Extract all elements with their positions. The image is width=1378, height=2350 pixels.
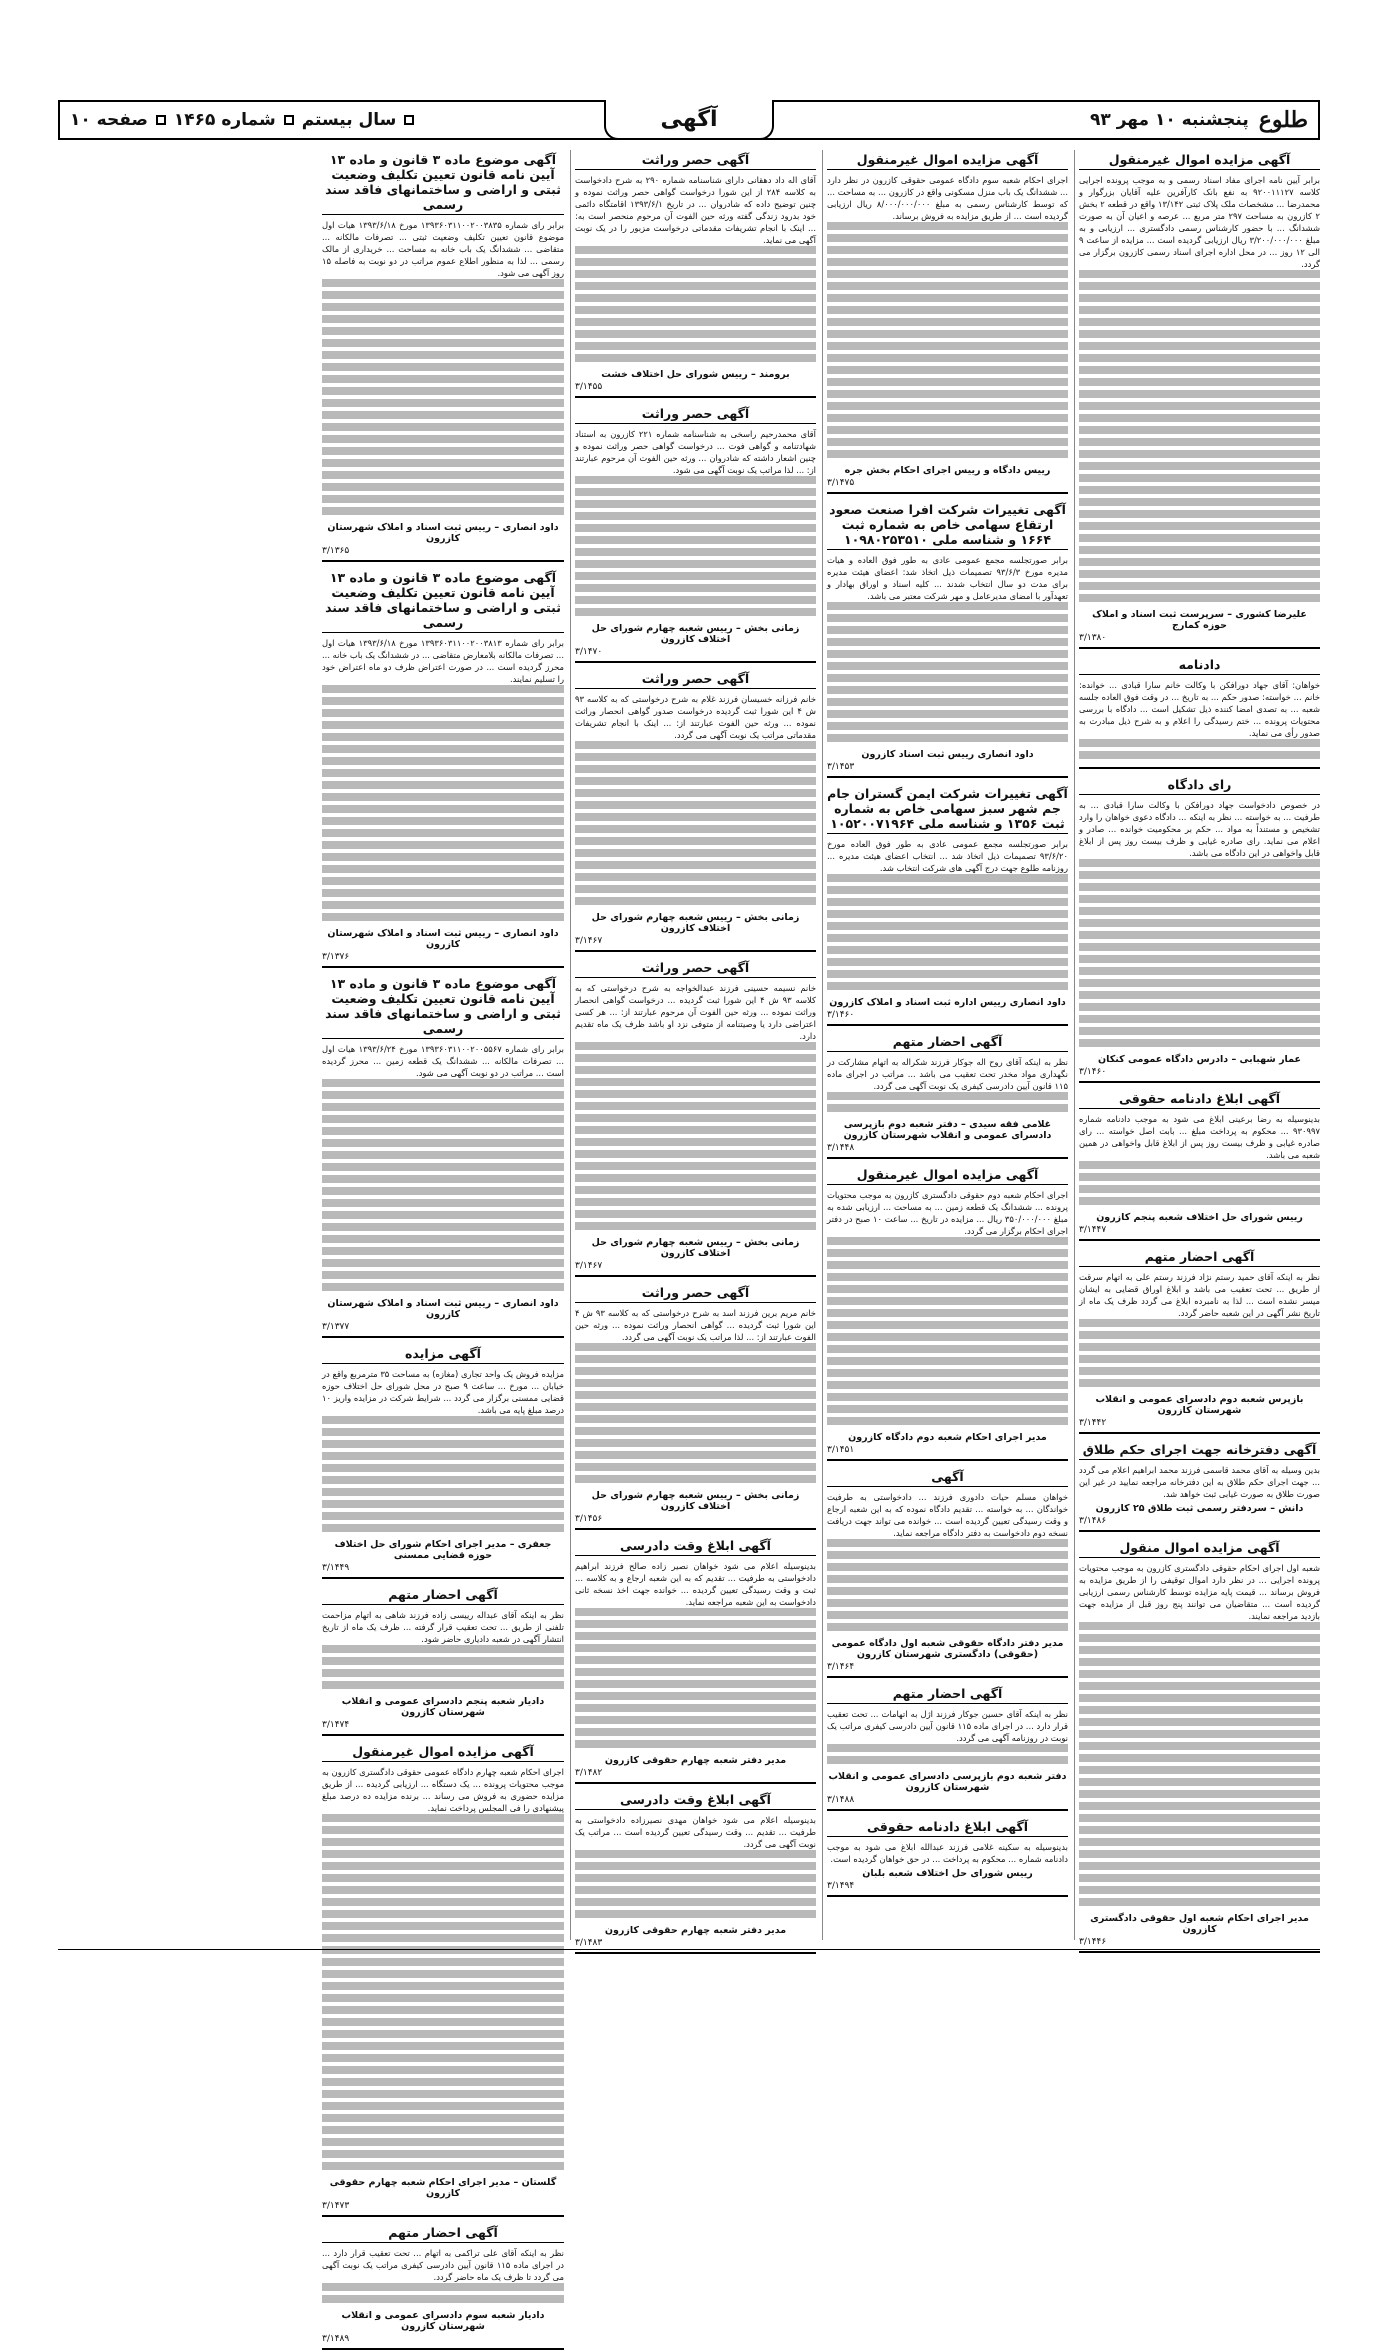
- ad-title: آگهی دفترخانه جهت اجرای حکم طلاق: [1079, 1442, 1320, 1460]
- ad-title: آگهی مزایده اموال غیرمنقول: [827, 152, 1068, 170]
- ad-title: آگهی حصر وراثت: [575, 671, 816, 689]
- ad-title: آگهی تغییرات شرکت ایمن گستران جام جم شهر سبز سهامی خاص به شماره ثبت ۱۳۵۶ و شناسه ملی ۱۰۵۲۰۰۷۱۹۶۴: [827, 786, 1068, 834]
- masthead: [58, 100, 1320, 140]
- classified-ad: [575, 671, 816, 952]
- ad-signature: بازپرس شعبه دوم دادسرای عمومی و انقلاب شهرستان کازرون: [1095, 1394, 1304, 1416]
- ad-body: در خصوص دادخواست جهاد دورافکن با وکالت سارا قبادی ... به طرفیت ... به خواسته ... نظر به اینکه ... دادگاه دعوی خواهان را وارد تشخیص و مستنداً به مواد ... حکم بر محکومیت خوانده ... صادر و اعلام می نماید. رای صادره غیابی و ظرف بیست روز پس از ابلاغ قابل واخواهی در این دادگاه می باشد.: [1079, 800, 1320, 858]
- classified-ad: [322, 1744, 564, 2217]
- ad-signature: داود انصاری – رییس ثبت اسناد و املاک شهرستان کازرون: [327, 928, 559, 950]
- ad-text-lines: [575, 246, 816, 366]
- ad-reference-code: ۳/۱۴۷۰: [575, 647, 603, 657]
- ad-text-lines: [1079, 270, 1320, 606]
- ad-text-lines: [827, 602, 1068, 746]
- ad-title: رای دادگاه: [1079, 777, 1320, 795]
- classified-ad: [322, 570, 564, 968]
- classified-ad: [575, 1285, 816, 1530]
- ad-reference-code: ۳/۱۴۵۱: [827, 1445, 855, 1455]
- ad-title: آگهی حصر وراثت: [575, 960, 816, 978]
- ad-title: آگهی ابلاغ وقت دادرسی: [575, 1792, 816, 1810]
- ad-text-lines: [575, 1850, 816, 1922]
- year-label: سال بیستم: [301, 110, 397, 130]
- ad-title: آگهی ابلاغ دادنامه حقوقی: [827, 1819, 1068, 1837]
- ad-body: نظر به اینکه آقای حمید رستم نژاد فرزند رستم علی به اتهام سرقت از طریق ... تحت تعقیب می باشد و ابلاغ اوراق قضایی به ایشان میسر نشده است ... لذا به نامبرده ابلاغ می گردد ظرف یک ماه از تاریخ نشر آگهی در این شعبه حاضر گردد.: [1079, 1272, 1320, 1318]
- section-title: آگهی: [604, 100, 774, 140]
- ad-body: نظر به اینکه آقای علی تراکمی به اتهام ... تحت تعقیب قرار دارد ... در اجرای ماده ۱۱۵ قانون آیین دادرسی کیفری مراتب یک نوبت آگهی می گردد تا ظرف یک ماه حاضر گردد.: [322, 2248, 564, 2282]
- ad-signature: دادیار شعبه سوم دادسرای عمومی و انقلاب شهرستان کازرون: [341, 2310, 545, 2332]
- ad-title: آگهی تغییرات شرکت افرا صنعت صعود ارتقاع سهامی خاص به شماره ثبت ۱۶۶۴ و شناسه ملی ۱۰۹۸۰۲۵۳۵۱۰: [827, 502, 1068, 550]
- ad-body: بدینوسیله به رضا برعینی ابلاغ می شود به موجب دادنامه شماره ۹۳۰۹۹۷ ... محکوم به پرداخت مبلغ ... بابت اصل خواسته ... رای صادره غیابی و ظرف بیست روز پس از ابلاغ قابل واخواهی در همین شعبه می باشد.: [1079, 1114, 1320, 1160]
- ad-title: آگهی: [827, 1469, 1068, 1487]
- ad-reference-code: ۳/۱۳۶۵: [322, 546, 350, 556]
- ad-text-lines: [575, 1608, 816, 1752]
- ad-text-lines: [322, 1416, 564, 1536]
- ad-body: برابر صورتجلسه مجمع عمومی عادی به طور فوق العاده و هیات مدیره مورخ ۹۳/۶/۳ تصمیمات ذیل اتخاذ شد: اعضای هیئت مدیره برای مدت دو سال انتخاب شدند ... کلیه اسناد و اوراق بهادار و تعهدآور با امضای مدیرعامل و مهر شرکت معتبر می باشد.: [827, 555, 1068, 601]
- ad-text-lines: [827, 1237, 1068, 1429]
- ad-reference-code: ۳/۱۴۵۵: [575, 382, 603, 392]
- ad-signature: جعفری – مدیر اجرای احکام شورای حل اختلاف حوزه قضایی ممسنی: [334, 1539, 552, 1561]
- classified-ad: [1079, 1442, 1320, 1532]
- ad-reference-code: ۳/۱۴۴۷: [1079, 1225, 1107, 1235]
- ad-reference-code: ۳/۱۴۹۴: [827, 1881, 855, 1891]
- ad-body: خانم فرزانه خسیسان فرزند غلام به شرح درخواستی که به کلاسه ۹۳ ش ۴ این شورا ثبت گردیده درخواست صدور گواهی انحصار وراثت نموده ... ورثه حین الفوت عبارتند از: ... اینک با انجام تشریفات مقدماتی مراتب یک نوبت آگهی می گردد.: [575, 694, 816, 740]
- ad-column: [318, 150, 564, 2344]
- classified-ad: [827, 1034, 1068, 1159]
- ad-body: اجرای احکام شعبه سوم دادگاه عمومی حقوقی کازرون در نظر دارد ... ششدانگ یک باب منزل مسکونی واقع در کازرون ... به مساحت ... که توسط کارشناس رسمی به مبلغ ۸/۰۰۰/۰۰۰/۰۰۰ ریال ارزیابی گردیده است ... از طریق مزایده به فروش برساند.: [827, 175, 1068, 221]
- ad-signature: مدیر دفتر دادگاه حقوقی شعبه اول دادگاه عمومی (حقوقی) دادگستری شهرستان کازرون: [831, 1638, 1064, 1660]
- ad-title: آگهی حصر وراثت: [575, 1285, 816, 1303]
- ad-body: برابر رای شماره ۱۳۹۳۶۰۳۱۱۰۰۲۰۰۵۵۶۷ مورخ ۱۳۹۳/۶/۲۴ هیات اول ... تصرفات مالکانه ... ششدانگ یک قطعه زمین ... محرز گردیده است ... مراتب در دو نوبت آگهی می شود.: [322, 1044, 564, 1078]
- ad-signature: داود انصاری رییس ثبت اسناد کازرون: [861, 749, 1034, 760]
- ad-signature: دادیار شعبه پنجم دادسرای عمومی و انقلاب شهرستان کازرون: [341, 1696, 545, 1718]
- ad-signature: زمانی بخش – رییس شعبه چهارم شورای حل اختلاف کازرون: [591, 912, 800, 934]
- ad-text-lines: [1079, 739, 1320, 763]
- ad-reference-code: ۳/۱۴۶۴: [827, 1662, 855, 1672]
- ad-text-lines: [575, 741, 816, 909]
- classified-ad: [827, 1167, 1068, 1461]
- ad-signature: مدیر اجرای احکام شعبه اول حقوقی دادگستری کازرون: [1090, 1913, 1309, 1935]
- ad-title: آگهی مزایده اموال غیرمنقول: [1079, 152, 1320, 170]
- classified-ad: [322, 2225, 564, 2350]
- ad-reference-code: ۳/۱۴۸۶: [1079, 1516, 1107, 1526]
- classified-ad: [322, 1587, 564, 1736]
- ad-signature: زمانی بخش – رییس شعبه چهارم شورای حل اختلاف کازرون: [591, 623, 800, 645]
- ad-signature: عمار شهبابی – دادرس دادگاه عمومی کنکان: [1098, 1054, 1301, 1065]
- ad-text-lines: [827, 1744, 1068, 1768]
- ad-text-lines: [827, 1092, 1068, 1116]
- newspaper-logo: طلوع: [1258, 107, 1308, 133]
- ad-body: آقای اله داد دهقانی دارای شناسنامه شماره ۲۹۰ به شرح دادخواست به کلاسه ۲۸۴ از این شورا درخواست گواهی حصر وراثت نموده و چنین توضیح داده که شادروان ... در تاریخ ۱۳۹۳/۶/۱ اقامتگاه دائمی خود بدرود زندگی گفته ورثه حین الفوت آن مرحوم منحصر است به: ... اینک با انجام تشریفات مقدماتی درخواست مزبور را در یک نوبت آگهی می نماید.: [575, 175, 817, 245]
- ad-title: آگهی حصر وراثت: [575, 406, 816, 424]
- ad-title: آگهی احضار متهم: [827, 1686, 1068, 1704]
- ad-body: بدین وسیله به آقای محمد قاسمی فرزند محمد ابراهیم اعلام می گردد ... جهت اجرای حکم طلاق به این دفترخانه مراجعه نمایید در غیر این صورت طلاق به صورت غیابی ثبت خواهد شد.: [1079, 1465, 1320, 1499]
- classified-ad: [827, 1819, 1068, 1897]
- ad-reference-code: ۳/۱۴۴۹: [322, 1563, 350, 1573]
- ad-reference-code: ۳/۱۴۵۶: [575, 1514, 603, 1524]
- classified-ad: [1079, 657, 1320, 769]
- ad-body: بدینوسیله به سکینه غلامی فرزند عبدالله ابلاغ می شود به موجب دادنامه شماره ... محکوم به پرداخت ... در حق خواهان گردیده است.: [827, 1842, 1068, 1864]
- ad-body: برابر رای شماره ۱۳۹۳۶۰۳۱۱۰۰۲۰۰۳۸۱۳ مورخ ۱۳۹۳/۶/۱۸ هیات اول ... تصرفات مالکانه بلامعارض متقاضی ... در ششدانگ یک باب خانه ... محرز گردیده است ... در صورت اعتراض ظرف دو ماه اعتراض خود را تسلیم نمایند.: [322, 638, 564, 684]
- ad-body: برابر رای شماره ۱۳۹۳۶۰۳۱۱۰۰۲۰۰۳۸۳۵ مورخ ۱۳۹۳/۶/۱۸ هیات اول موضوع قانون تعیین تکلیف وضعیت ثبتی ... تصرفات مالکانه ... متقاضی ... ششدانگ یک باب خانه به مساحت ... خریداری از مالک رسمی ... لذا به منظور اطلاع عموم مراتب در دو نوبت به فاصله ۱۵ روز آگهی می شود.: [322, 220, 564, 278]
- ad-columns: [58, 150, 1321, 2344]
- square-bullet-icon: [404, 115, 414, 125]
- ad-text-lines: [322, 1645, 564, 1693]
- ad-body: خانم مریم برین فرزند اسد به شرح درخواستی که به کلاسه ۹۳ ش ۴ این شورا ثبت گردیده ... گواهی انحصار وراثت نموده ... ورثه حین الفوت عبارتند از: ... لذا مراتب یک نوبت آگهی می گردد.: [575, 1308, 816, 1342]
- ad-text-lines: [827, 874, 1068, 994]
- ad-title: آگهی ابلاغ دادنامه حقوقی: [1079, 1091, 1320, 1109]
- ad-text-lines: [1079, 1319, 1320, 1391]
- classified-ad: [322, 1346, 564, 1579]
- ad-title: آگهی مزایده اموال غیرمنقول: [827, 1167, 1068, 1185]
- ad-body: شعبه اول اجرای احکام حقوقی دادگستری کازرون به موجب محتویات پرونده اجرایی ... در نظر دارد اموال توقیفی را از طریق مزایده به فروش برساند ... قیمت پایه مزایده توسط کارشناس رسمی ارزیابی گردیده است ... متقاضیان می توانند پنج روز قبل از مزایده جهت بازدید مراجعه نمایند.: [1079, 1563, 1320, 1621]
- classified-ad: [827, 786, 1068, 1026]
- ad-body: برابر صورتجلسه مجمع عمومی عادی به طور فوق العاده مورخ ۹۳/۶/۲۰ تصمیمات ذیل اتخاذ شد ... انتخاب اعضای هیئت مدیره ... روزنامه طلوع جهت درج آگهی های شرکت انتخاب شد.: [827, 839, 1068, 873]
- ad-text-lines: [575, 1042, 816, 1234]
- ad-title: آگهی موضوع ماده ۳ قانون و ماده ۱۳ آیین نامه قانون تعیین تکلیف وضعیت ثبتی و اراضی و ساختمانهای فاقد سند رسمی: [322, 976, 564, 1039]
- classified-ad: [827, 152, 1068, 494]
- ad-body: خواهان: آقای جهاد دورافکن با وکالت خانم سارا قبادی ... خوانده: خانم ... خواسته: صدور حکم ... به تاریخ ... در وقت فوق العاده جلسه شعبه ... به تصدی امضا کننده ذیل تشکیل است ... دادگاه با بررسی محتویات پرونده ... ختم رسیدگی را اعلام و به شرح ذیل مبادرت به صدور رأی می نماید.: [1079, 680, 1320, 738]
- ad-body: برابر آیین نامه اجرای مفاد اسناد رسمی و به موجب پرونده اجرایی کلاسه ۹۲۰۰۱۱۱۲۷ به نفع بانک کارآفرین علیه آقایان بزرگوار و محمدرضا ... مشخصات ملک پلاک ثبتی ۱۳/۱۴۲ واقع در قطعه ۲ بخش ۲ کازرون به مساحت ۲۹۷ متر مربع ... عرصه و اعیان آن به صورت ششدانگ ... با حضور کارشناس رسمی دادگستری ... ارزیابی و به مبلغ ۳/۲۰۰/۰۰۰/۰۰۰ ریال ارزیابی گردیده است ... مزایده از ساعت ۹ الی ۱۲ روز ... در محل اداره اجرای اسناد رسمی کازرون برگزار می گردد.: [1079, 175, 1321, 269]
- ad-body: نظر به اینکه آقای روح اله جوکار فرزند شکراله به اتهام مشارکت در نگهداری مواد مخدر تحت تعقیب می باشد ... مراتب در اجرای ماده ۱۱۵ قانون آیین دادرسی کیفری یک نوبت آگهی می گردد.: [827, 1057, 1068, 1091]
- ad-signature: داود انصاری – رییس ثبت اسناد و املاک شهرستان کازرون: [327, 1298, 559, 1320]
- classified-ad: [575, 406, 816, 663]
- ad-reference-code: ۳/۱۳۷۷: [322, 1322, 350, 1332]
- ad-title: آگهی احضار متهم: [322, 2225, 564, 2243]
- ad-text-lines: [827, 222, 1068, 462]
- ad-signature: مدیر دفتر شعبه چهارم حقوقی کازرون: [604, 1925, 787, 1936]
- ad-signature: رییس شورای حل اختلاف شعبه پنجم کازرون: [1096, 1212, 1303, 1223]
- ad-title: آگهی ابلاغ وقت دادرسی: [575, 1538, 816, 1556]
- classified-ad: [1079, 777, 1320, 1083]
- ad-signature: برومند – رییس شورای حل اختلاف خشت: [601, 369, 790, 380]
- masthead-right: [1090, 107, 1308, 133]
- ad-body: خواهان مسلم حیات دادوری فرزند ... دادخواستی به طرفیت خواندگان ... به خواسته ... تقدیم دادگاه نموده که به این شعبه ارجاع و وقت رسیدگی تعیین گردیده است ... خوانده می تواند جهت دریافت نسخه دوم دادخواست به دفتر دادگاه مراجعه نماید.: [827, 1492, 1068, 1538]
- ad-title: آگهی مزایده اموال غیرمنقول: [322, 1744, 564, 1762]
- square-bullet-icon: [284, 115, 294, 125]
- ad-title: آگهی حصر وراثت: [575, 152, 816, 170]
- ad-signature: زمانی بخش – رییس شعبه چهارم شورای حل اختلاف کازرون: [591, 1490, 800, 1512]
- ad-signature: داود انصاری – رییس ثبت اسناد و املاک شهرستان کازرون: [327, 522, 559, 544]
- ad-body: خانم نسیمه حسینی فرزند عبدالخواجه به شرح درخواستی که به کلاسه ۹۳ ش ۴ این شورا ثبت گردیده ... درخواست گواهی انحصار وراثت نموده ... ورثه حین الفوت آن مرحوم عبارتند از: ... هر کسی اعتراضی دارد یا وصیتنامه از متوفی نزد او باشد ظرف یک ماه تقدیم دارد.: [575, 983, 816, 1041]
- ad-signature: مدیر دفتر شعبه چهارم حقوقی کازرون: [604, 1755, 787, 1766]
- ad-reference-code: ۳/۱۴۶۰: [827, 1010, 855, 1020]
- ad-reference-code: ۳/۱۳۸۰: [1079, 633, 1107, 643]
- ad-title: آگهی مزایده اموال منقول: [1079, 1540, 1320, 1558]
- ad-body: اجرای احکام شعبه دوم حقوقی دادگستری کازرون به موجب محتویات پرونده ... ششدانگ یک قطعه زمین ... به مساحت ... ارزیابی شده به مبلغ ۳۵۰/۰۰۰/۰۰۰ ریال ... مزایده در تاریخ ... ساعت ۱۰ صبح در دفتر اجرای احکام برگزار می گردد.: [827, 1190, 1069, 1236]
- ad-signature: دفتر شعبه دوم بازپرسی دادسرای عمومی و انقلاب شهرستان کازرون: [828, 1771, 1067, 1793]
- ad-body: مزایده فروش یک واحد تجاری (مغازه) به مساحت ۳۵ مترمربع واقع در خیابان ... مورخ ... ساعت ۹ صبح در محل شورای حل اختلاف حوزه قضایی ممسنی برگزار می گردد ... شرایط شرکت در مزایده واریز ۱۰ درصد مبلغ پایه می باشد.: [322, 1369, 564, 1415]
- ad-reference-code: ۳/۱۴۶۷: [575, 1261, 603, 1271]
- ad-reference-code: ۳/۱۳۷۶: [322, 952, 350, 962]
- ad-title: آگهی موضوع ماده ۳ قانون و ماده ۱۳ آیین نامه قانون تعیین تکلیف وضعیت ثبتی و اراضی و ساختمانهای فاقد سند رسمی: [322, 570, 564, 633]
- ad-text-lines: [322, 685, 564, 925]
- ad-title: آگهی موضوع ماده ۳ قانون و ماده ۱۳ آیین نامه قانون تعیین تکلیف وضعیت ثبتی و اراضی و ساختمانهای فاقد سند رسمی: [322, 152, 564, 215]
- ad-reference-code: ۳/۱۴۸۸: [827, 1795, 855, 1805]
- ad-reference-code: ۳/۱۴۴۲: [1079, 1418, 1107, 1428]
- ad-signature: علیرضا کشوری – سرپرست ثبت اسناد و املاک حوزه کمارج: [1092, 609, 1307, 631]
- ad-title: آگهی مزایده: [322, 1346, 564, 1364]
- ad-body: بدینوسیله اعلام می شود خواهان مهدی نصیرزاده دادخواستی به طرفیت ... تقدیم ... وقت رسیدگی تعیین گردیده است ... مراتب یک نوبت آگهی می گردد.: [575, 1815, 816, 1849]
- ad-signature: مدیر اجرای احکام شعبه دوم دادگاه کازرون: [848, 1432, 1047, 1443]
- ad-text-lines: [322, 1814, 564, 2174]
- classified-ad: [322, 976, 564, 1338]
- ad-text-lines: [1079, 859, 1320, 1051]
- classified-ad: [575, 1538, 816, 1784]
- classified-ad: [1079, 1249, 1320, 1434]
- ad-body: نظر به اینکه آقای عبداله رییسی زاده فرزند شاهی به اتهام مزاحمت تلفنی از طریق ... تحت تعقیب قرار گرفته ... ظرف یک ماه از تاریخ انتشار آگهی در شعبه دادیاری حاضر شود.: [322, 1610, 564, 1644]
- ad-body: آقای محمدرحیم راسخی به شناسنامه شماره ۲۲۱ کازرون به استناد شهادتنامه و گواهی فوت ... درخواست گواهی حصر وراثت نموده و چنین اشعار داشته که شادروان ... ورثه حین الفوت آن مرحوم عبارتند از: ... لذا مراتب یک نوبت آگهی می شود.: [575, 429, 816, 475]
- ad-reference-code: ۳/۱۴۴۸: [827, 1143, 855, 1153]
- classified-ad: [575, 152, 816, 398]
- ad-reference-code: ۳/۱۴۸۲: [575, 1768, 603, 1778]
- ad-reference-code: ۳/۱۴۷۴: [322, 1720, 350, 1730]
- masthead-left: [70, 110, 414, 130]
- ad-reference-code: ۳/۱۴۷۳: [322, 2201, 350, 2211]
- ad-signature: زمانی بخش – رییس شعبه چهارم شورای حل اختلاف کازرون: [591, 1237, 800, 1259]
- ad-text-lines: [322, 1079, 564, 1295]
- ad-reference-code: ۳/۱۴۴۶: [1079, 1937, 1107, 1947]
- ad-title: آگهی احضار متهم: [322, 1587, 564, 1605]
- ad-reference-code: ۳/۱۴۸۹: [322, 2334, 350, 2344]
- footer-rule: [58, 1949, 1320, 1950]
- ad-signature: گلستان – مدیر اجرای احکام شعبه چهارم حقوقی کازرون: [329, 2177, 557, 2199]
- ad-column: [1074, 150, 1321, 1947]
- classified-ad: [827, 1686, 1068, 1811]
- ad-signature: غلامی فقه سیدی – دفتر شعبه دوم بازپرسی دادسرای عمومی و انقلاب شهرستان کازرون: [843, 1119, 1052, 1141]
- ad-signature: دانش – سردفتر رسمی ثبت طلاق ۲۵ کازرون: [1095, 1503, 1304, 1514]
- ad-text-lines: [575, 476, 816, 620]
- ad-text-lines: [827, 1539, 1068, 1635]
- ad-column: [822, 150, 1068, 1940]
- ad-reference-code: ۳/۱۴۶۰: [1079, 1067, 1107, 1077]
- ad-title: دادنامه: [1079, 657, 1320, 675]
- classified-ad: [1079, 1540, 1320, 1953]
- ad-text-lines: [1079, 1622, 1320, 1910]
- ad-title: آگهی احضار متهم: [827, 1034, 1068, 1052]
- page-number: صفحه ۱۰: [70, 110, 148, 130]
- ad-text-lines: [322, 279, 564, 519]
- ad-body: نظر به اینکه آقای حسین جوکار فرزند اژل به اتهامات ... تحت تعقیب قرار دارد ... در اجرای ماده ۱۱۵ قانون آیین دادرسی کیفری مراتب یک نوبت در روزنامه آگهی می گردد.: [827, 1709, 1068, 1743]
- ad-text-lines: [322, 2283, 564, 2307]
- ad-title: آگهی احضار متهم: [1079, 1249, 1320, 1267]
- ad-body: اجرای احکام شعبه چهارم دادگاه عمومی حقوقی دادگستری کازرون به موجب محتویات پرونده ... یک دستگاه ... ارزیابی گردیده ... از طریق مزایده حضوری به فروش می رساند ... برنده مزایده ده درصد مبلغ پیشنهادی را فی المجلس پرداخت نماید.: [322, 1767, 564, 1813]
- ad-reference-code: ۳/۱۴۵۳: [827, 762, 855, 772]
- classified-ad: [1079, 152, 1320, 649]
- classified-ad: [575, 960, 816, 1277]
- ad-signature: رییس دادگاه و رییس اجرای احکام بخش جره: [844, 465, 1051, 476]
- square-bullet-icon: [156, 115, 166, 125]
- ad-signature: رییس شورای حل اختلاف شعبه بلبان: [862, 1868, 1033, 1879]
- classified-ad: [827, 502, 1068, 778]
- ad-text-lines: [575, 1343, 816, 1487]
- ad-signature: داود انصاری رییس اداره ثبت اسناد و املاک کازرون: [829, 997, 1066, 1008]
- classified-ad: [575, 1792, 816, 1954]
- ad-text-lines: [1079, 1161, 1320, 1209]
- classified-ad: [827, 1469, 1068, 1678]
- ad-body: بدینوسیله اعلام می شود خواهان نصیر زاده صالح فرزند ابراهیم دادخواستی به طرفیت ... تقدیم که به این شعبه ارجاع و به کلاسه ... ثبت و وقت رسیدگی تعیین گردیده ... خوانده جهت اخذ نسخه ثانی دادخواست به این شعبه مراجعه نماید.: [575, 1561, 816, 1607]
- ad-column: [570, 150, 817, 1948]
- ad-reference-code: ۳/۱۴۷۵: [827, 478, 855, 488]
- issue-date: پنجشنبه ۱۰ مهر ۹۳: [1090, 110, 1249, 130]
- classified-ad: [322, 152, 564, 562]
- ad-reference-code: ۳/۱۴۸۳: [575, 1938, 603, 1948]
- issue-number: شماره ۱۴۶۵: [173, 110, 276, 130]
- classified-ad: [1079, 1091, 1320, 1241]
- ad-reference-code: ۳/۱۴۶۷: [575, 936, 603, 946]
